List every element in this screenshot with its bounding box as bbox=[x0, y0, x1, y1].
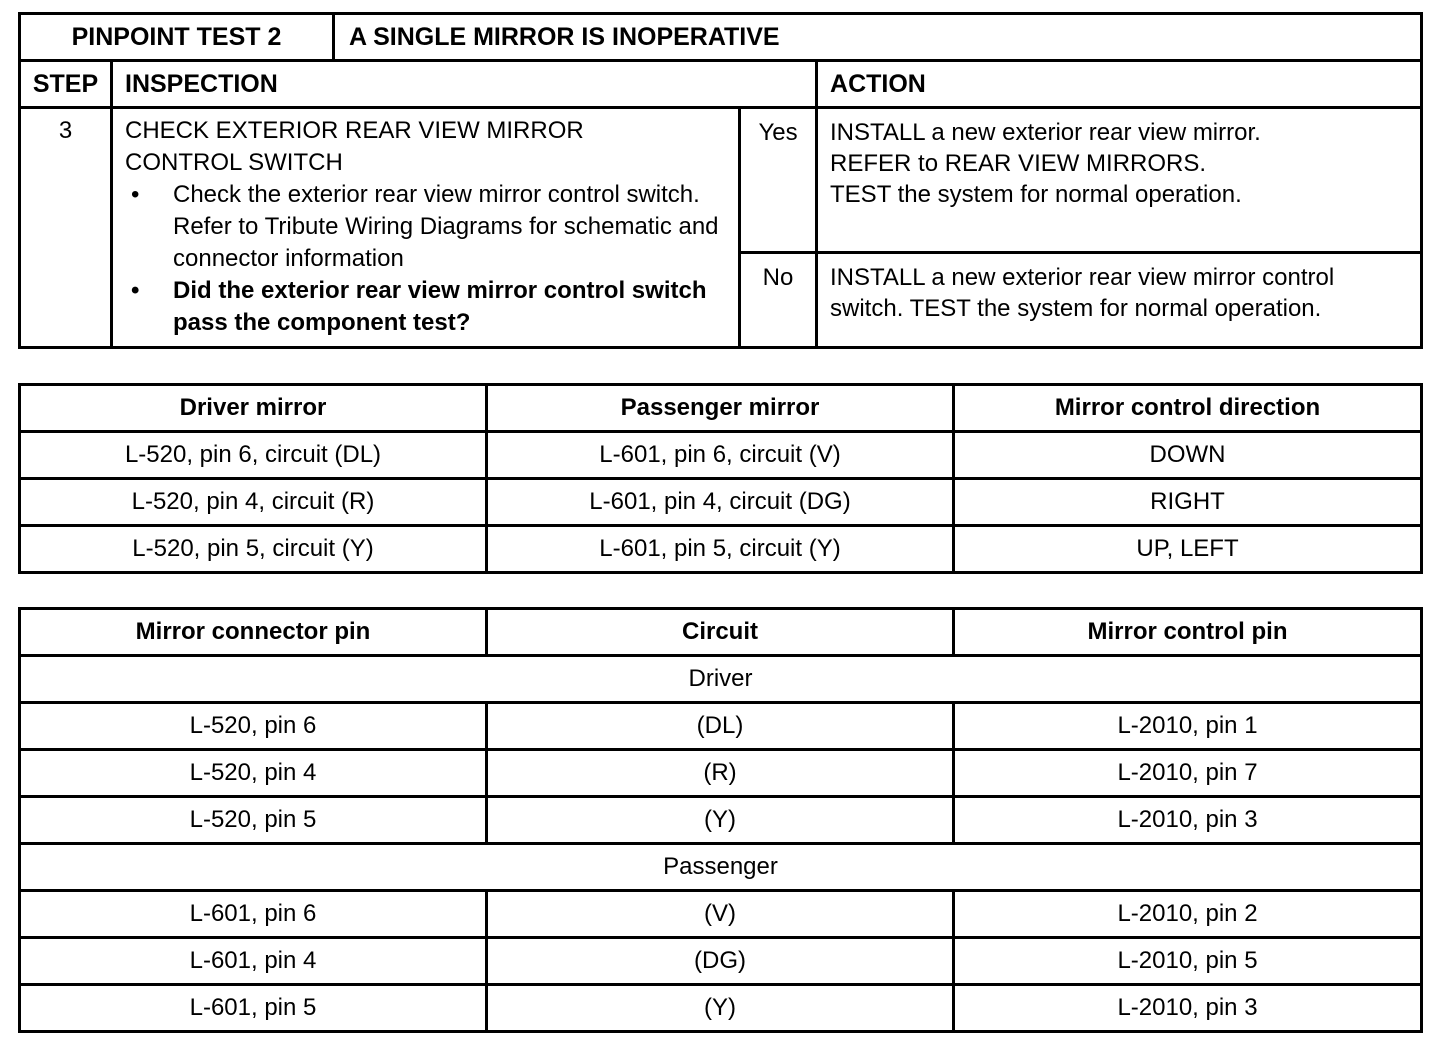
inspection-cell bbox=[112, 108, 740, 348]
section-label-driver: Driver bbox=[20, 656, 1422, 703]
connector-pin-table bbox=[18, 607, 1423, 1033]
direction-cell: UP, LEFT bbox=[954, 526, 1422, 573]
control-pin-cell: L-2010, pin 1 bbox=[954, 703, 1422, 750]
circuit-cell: (V) bbox=[487, 891, 954, 938]
inspection-bullets bbox=[125, 179, 728, 339]
column-header-driver-mirror: Driver mirror bbox=[20, 385, 487, 432]
table-row bbox=[20, 703, 1422, 750]
circuit-cell: (Y) bbox=[487, 797, 954, 844]
column-header-connector-pin: Mirror connector pin bbox=[20, 609, 487, 656]
no-action: INSTALL a new exterior rear view mirror control switch. TEST the system for normal operation. bbox=[817, 253, 1422, 348]
control-pin-cell: L-2010, pin 3 bbox=[954, 797, 1422, 844]
section-label-passenger: Passenger bbox=[20, 844, 1422, 891]
yes-action bbox=[817, 108, 1422, 253]
driver-mirror-cell: L-520, pin 5, circuit (Y) bbox=[20, 526, 487, 573]
inspection-bullet-question: • Did the exterior rear view mirror control switch pass the component test? bbox=[125, 275, 728, 339]
circuit-cell: (DL) bbox=[487, 703, 954, 750]
column-header-control-pin: Mirror control pin bbox=[954, 609, 1422, 656]
driver-mirror-cell: L-520, pin 6, circuit (DL) bbox=[20, 432, 487, 479]
connector-pin-cell: L-520, pin 6 bbox=[20, 703, 487, 750]
yes-action-line2: REFER to REAR VIEW MIRRORS. bbox=[830, 150, 1207, 177]
inspection-header: INSPECTION bbox=[112, 61, 817, 108]
table-row bbox=[20, 891, 1422, 938]
table-row bbox=[20, 479, 1422, 526]
connector-pin-cell: L-520, pin 4 bbox=[20, 750, 487, 797]
control-pin-cell: L-2010, pin 2 bbox=[954, 891, 1422, 938]
passenger-mirror-cell: L-601, pin 4, circuit (DG) bbox=[487, 479, 954, 526]
table-row bbox=[20, 985, 1422, 1032]
table-row bbox=[20, 938, 1422, 985]
driver-mirror-cell: L-520, pin 4, circuit (R) bbox=[20, 479, 487, 526]
inspection-heading-line2: CONTROL SWITCH bbox=[125, 149, 343, 176]
yes-action-line3: TEST the system for normal operation. bbox=[830, 181, 1242, 208]
inspection-bullet-check: • Check the exterior rear view mirror control switch. Refer to Tribute Wiring Diagrams for schematic and connector information bbox=[125, 179, 728, 275]
connector-pin-cell: L-601, pin 4 bbox=[20, 938, 487, 985]
passenger-mirror-cell: L-601, pin 5, circuit (Y) bbox=[487, 526, 954, 573]
passenger-mirror-cell: L-601, pin 6, circuit (V) bbox=[487, 432, 954, 479]
yes-action-line1: INSTALL a new exterior rear view mirror. bbox=[830, 119, 1261, 146]
no-label: No bbox=[740, 253, 817, 348]
action-header: ACTION bbox=[817, 61, 1422, 108]
table-row bbox=[20, 750, 1422, 797]
column-header-passenger-mirror: Passenger mirror bbox=[487, 385, 954, 432]
control-pin-cell: L-2010, pin 3 bbox=[954, 985, 1422, 1032]
step-header: STEP bbox=[20, 61, 112, 108]
column-header-circuit: Circuit bbox=[487, 609, 954, 656]
table-row bbox=[20, 432, 1422, 479]
inspection-heading-line1: CHECK EXTERIOR REAR VIEW MIRROR bbox=[125, 117, 584, 144]
connector-pin-cell: L-601, pin 5 bbox=[20, 985, 487, 1032]
direction-cell: DOWN bbox=[954, 432, 1422, 479]
direction-cell: RIGHT bbox=[954, 479, 1422, 526]
circuit-cell: (R) bbox=[487, 750, 954, 797]
column-header-control-direction: Mirror control direction bbox=[954, 385, 1422, 432]
circuit-cell: (Y) bbox=[487, 985, 954, 1032]
control-pin-cell: L-2010, pin 7 bbox=[954, 750, 1422, 797]
section-row-passenger bbox=[20, 844, 1422, 891]
pinpoint-test-table bbox=[18, 12, 1423, 349]
pinpoint-test-label: PINPOINT TEST 2 bbox=[20, 14, 334, 61]
connector-pin-cell: L-601, pin 6 bbox=[20, 891, 487, 938]
section-row-driver bbox=[20, 656, 1422, 703]
control-pin-cell: L-2010, pin 5 bbox=[954, 938, 1422, 985]
yes-label: Yes bbox=[740, 108, 817, 253]
connector-pin-cell: L-520, pin 5 bbox=[20, 797, 487, 844]
table-row bbox=[20, 526, 1422, 573]
step-number: 3 bbox=[20, 108, 112, 348]
table-row bbox=[20, 797, 1422, 844]
circuit-cell: (DG) bbox=[487, 938, 954, 985]
mirror-direction-table bbox=[18, 383, 1423, 574]
pinpoint-test-title: A SINGLE MIRROR IS INOPERATIVE bbox=[334, 14, 1422, 61]
